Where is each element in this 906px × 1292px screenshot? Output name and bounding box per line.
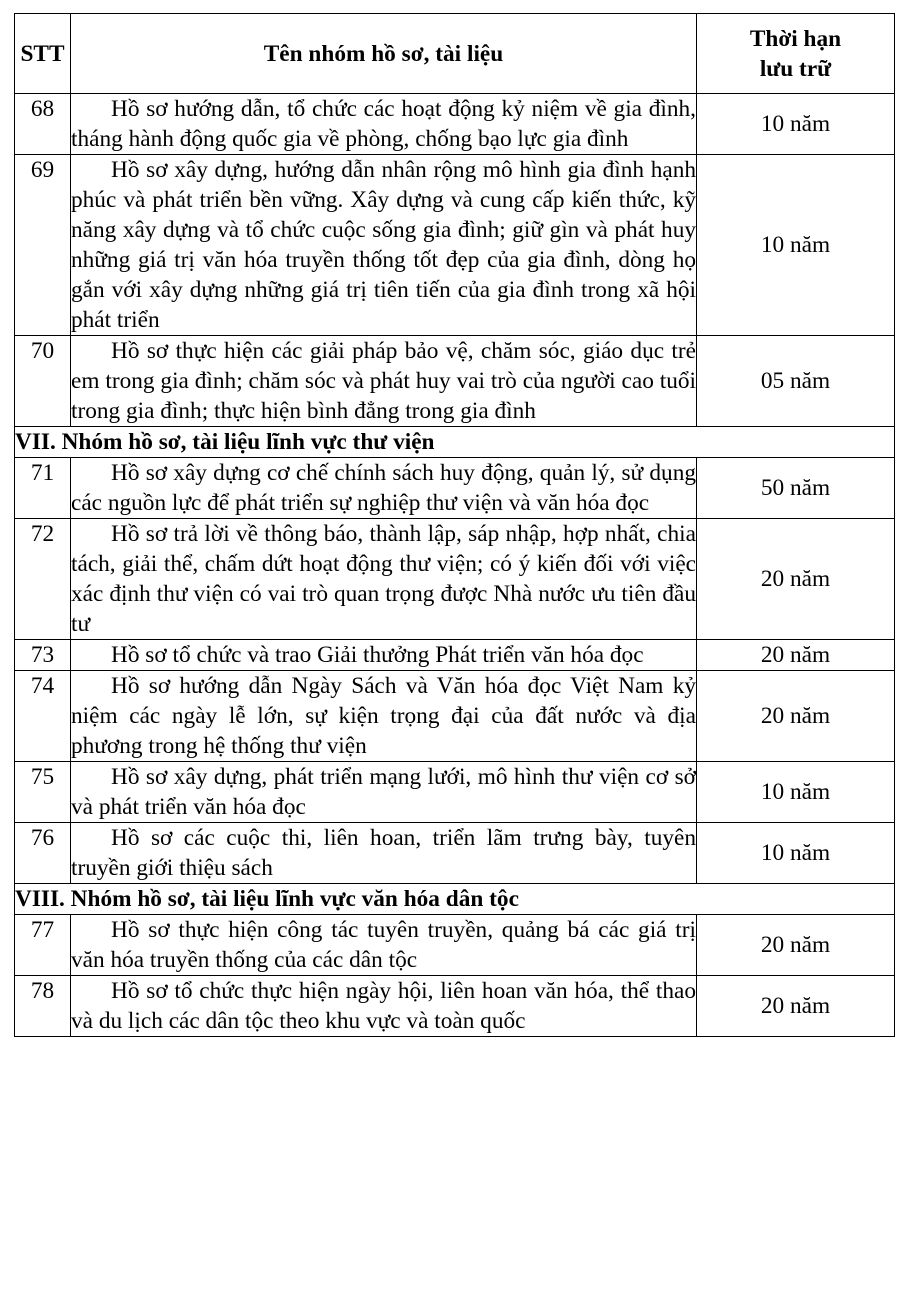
retention-period: 20 năm xyxy=(697,976,895,1037)
section-heading: VII. Nhóm hồ sơ, tài liệu lĩnh vực thư viện xyxy=(15,427,895,458)
record-group-name xyxy=(71,671,697,762)
record-group-text: Hồ sơ tổ chức thực hiện ngày hội, liên hoan văn hóa, thể thao và du lịch các dân tộc theo khu vực và toàn quốc xyxy=(71,978,696,1034)
header-stt: STT xyxy=(15,14,71,94)
section-heading: VIII. Nhóm hồ sơ, tài liệu lĩnh vực văn hóa dân tộc xyxy=(15,884,895,915)
record-group-name xyxy=(71,640,697,671)
record-group-text: Hồ sơ tổ chức và trao Giải thưởng Phát triển văn hóa đọc xyxy=(111,642,644,668)
retention-period: 05 năm xyxy=(697,336,895,427)
record-group-name xyxy=(71,519,697,640)
retention-period: 20 năm xyxy=(697,640,895,671)
section-row xyxy=(15,427,895,458)
retention-period: 10 năm xyxy=(697,762,895,823)
header-retention-line2: lưu trữ xyxy=(759,55,832,82)
table-row xyxy=(15,823,895,884)
retention-period: 20 năm xyxy=(697,671,895,762)
record-group-text: Hồ sơ hướng dẫn, tổ chức các hoạt động kỷ niệm về gia đình, tháng hành động quốc gia về phòng, chống bạo lực gia đình xyxy=(71,96,696,152)
header-name: Tên nhóm hồ sơ, tài liệu xyxy=(71,14,697,94)
record-group-name xyxy=(71,976,697,1037)
row-number: 72 xyxy=(15,519,71,640)
retention-period: 20 năm xyxy=(697,915,895,976)
records-retention-table xyxy=(14,13,895,1037)
table-row xyxy=(15,155,895,336)
header-retention-line1: Thời hạn xyxy=(749,25,842,52)
row-number: 73 xyxy=(15,640,71,671)
record-group-text: Hồ sơ xây dựng cơ chế chính sách huy động, quản lý, sử dụng các nguồn lực để phát triển sự nghiệp thư viện và văn hóa đọc xyxy=(71,460,696,516)
row-number: 75 xyxy=(15,762,71,823)
row-number: 71 xyxy=(15,458,71,519)
record-group-text: Hồ sơ thực hiện công tác tuyên truyền, quảng bá các giá trị văn hóa truyền thống của các dân tộc xyxy=(71,917,696,973)
row-number: 76 xyxy=(15,823,71,884)
row-number: 70 xyxy=(15,336,71,427)
record-group-text: Hồ sơ hướng dẫn Ngày Sách và Văn hóa đọc Việt Nam kỷ niệm các ngày lễ lớn, sự kiện trọng đại của đất nước và địa phương trong hệ thống thư viện xyxy=(71,673,696,759)
record-group-text: Hồ sơ xây dựng, phát triển mạng lưới, mô hình thư viện cơ sở và phát triển văn hóa đọc xyxy=(71,764,696,820)
retention-period: 10 năm xyxy=(697,155,895,336)
row-number: 77 xyxy=(15,915,71,976)
table-row xyxy=(15,762,895,823)
table-row xyxy=(15,671,895,762)
record-group-name xyxy=(71,155,697,336)
record-group-name xyxy=(71,94,697,155)
record-group-text: Hồ sơ các cuộc thi, liên hoan, triển lãm trưng bày, tuyên truyền giới thiệu sách xyxy=(71,825,696,881)
header-retention xyxy=(697,14,895,94)
table-row xyxy=(15,94,895,155)
table-row xyxy=(15,519,895,640)
record-group-name xyxy=(71,915,697,976)
row-number: 74 xyxy=(15,671,71,762)
row-number: 69 xyxy=(15,155,71,336)
record-group-text: Hồ sơ xây dựng, hướng dẫn nhân rộng mô hình gia đình hạnh phúc và phát triển bền vững. Xây dựng và cung cấp kiến thức, kỹ năng xây dựng và tổ chức cuộc sống gia đình; giữ gìn và phát huy những giá trị văn hóa truyền thống tốt đẹp của gia đình, dòng họ gắn với xây dựng những giá trị tiên tiến của gia đình trong xã hội phát triển xyxy=(71,157,696,333)
retention-period: 10 năm xyxy=(697,94,895,155)
table-row xyxy=(15,336,895,427)
record-group-name xyxy=(71,823,697,884)
record-group-text: Hồ sơ thực hiện các giải pháp bảo vệ, chăm sóc, giáo dục trẻ em trong gia đình; chăm sóc và phát huy vai trò của người cao tuổi trong gia đình; thực hiện bình đẳng trong gia đình xyxy=(71,338,696,424)
section-row xyxy=(15,884,895,915)
table-row xyxy=(15,976,895,1037)
record-group-name xyxy=(71,762,697,823)
table-row xyxy=(15,640,895,671)
retention-period: 50 năm xyxy=(697,458,895,519)
record-group-text: Hồ sơ trả lời về thông báo, thành lập, sáp nhập, hợp nhất, chia tách, giải thể, chấm dứt hoạt động thư viện; có ý kiến đối với việc xác định thư viện có vai trò quan trọng được Nhà nước ưu tiên đầu tư xyxy=(71,521,696,637)
record-group-name xyxy=(71,458,697,519)
row-number: 78 xyxy=(15,976,71,1037)
row-number: 68 xyxy=(15,94,71,155)
table-row xyxy=(15,458,895,519)
record-group-name xyxy=(71,336,697,427)
retention-period: 20 năm xyxy=(697,519,895,640)
retention-period: 10 năm xyxy=(697,823,895,884)
table-row xyxy=(15,915,895,976)
header-row xyxy=(15,14,895,94)
